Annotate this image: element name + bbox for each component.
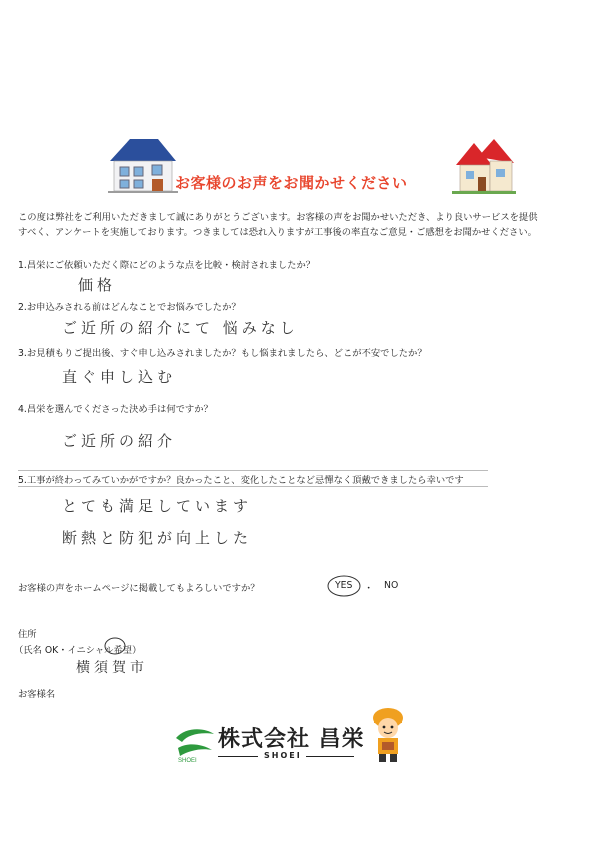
consent-yes: YES xyxy=(335,580,353,591)
address-label: 住所 xyxy=(18,629,37,640)
question-2: 2.お申込みされる前はどんなことでお悩みでしたか？ xyxy=(18,302,241,313)
address-sublabel: （氏名 OK・イニシャル希望） xyxy=(14,645,142,656)
answer-5-line-1: とても満足しています xyxy=(62,497,253,515)
answer-4: ご近所の紹介 xyxy=(62,432,177,450)
logo-rule-left xyxy=(218,756,258,757)
answer-2: ご近所の紹介にて 悩みなし xyxy=(62,319,299,337)
consent-question: お客様の声をホームページに掲載してもよろしいですか？ xyxy=(18,583,260,594)
house-blue-roof-icon xyxy=(108,135,178,193)
divider xyxy=(18,470,488,471)
selected-circle-mark xyxy=(326,574,362,598)
mascot-worker-icon xyxy=(368,702,408,764)
company-name: 株式会社 昌栄 xyxy=(218,727,365,752)
divider xyxy=(18,486,488,487)
logo-mark-text: SHOEI xyxy=(178,758,197,764)
answer-5-line-2: 断熱と防犯が向上した xyxy=(62,529,253,547)
page-title: お客様のお声をお聞かせください xyxy=(175,174,408,192)
company-logo-mark xyxy=(172,724,218,764)
question-1: 1.昌栄にご依頼いただく際にどのような点を比較・検討されましたか？ xyxy=(18,260,316,271)
logo-rule-right xyxy=(306,756,354,757)
consent-no: NO xyxy=(384,580,399,591)
address-value: 横須賀市 xyxy=(76,660,148,676)
intro-text xyxy=(18,210,583,240)
house-red-roof-icon xyxy=(448,135,518,195)
company-sub: SHOEI xyxy=(264,751,302,760)
initial-circle-mark xyxy=(104,636,126,656)
answer-3: 直ぐ申し込む xyxy=(62,368,177,386)
question-5: 5.工事が終わってみていかがですか？良かったこと、変化したことなど忌憚なく頂戴できましたら幸いです xyxy=(18,475,464,486)
question-4: 4.昌栄を選んでくださった決め手は何ですか？ xyxy=(18,404,213,415)
answer-1: 価格 xyxy=(78,276,117,294)
customer-name-label: お客様名 xyxy=(18,689,56,700)
question-3: 3.お見積もりご提出後、すぐ申し込みされましたか？もし悩まれましたら、どこが不安でしたか？ xyxy=(18,348,427,359)
intro-line-1: この度は弊社をご利用いただきまして誠にありがとうございます。お客様の声をお聞かせいただき、より良いサービスを提供 xyxy=(18,212,538,223)
intro-line-2: すべく、アンケートを実施しております。つきましては恐れ入りますが工事後の率直なご意見・ご感想をお聞かせください。 xyxy=(18,227,537,238)
consent-separator: ・ xyxy=(364,583,374,594)
